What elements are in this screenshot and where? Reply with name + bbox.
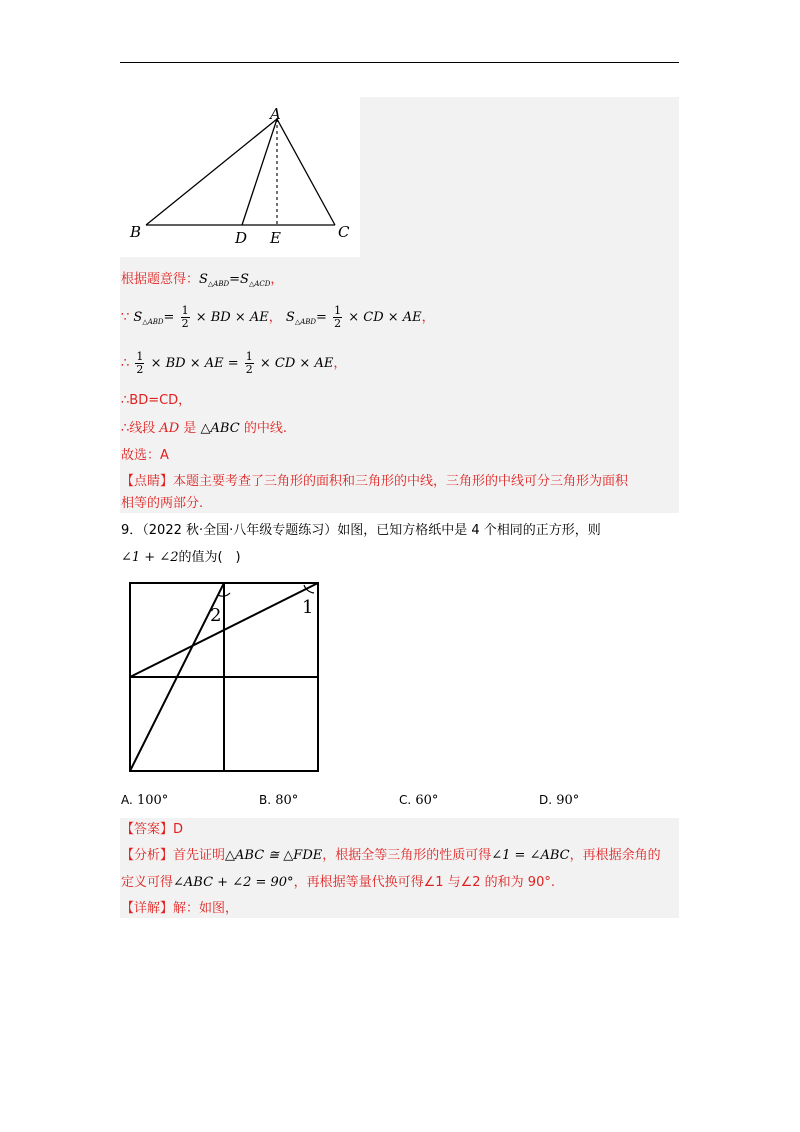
analysis-line-1: 【分析】首先证明△ABC ≅ △FDE，根据全等三角形的性质可得∠1 = ∠ABC，再根据余角的: [121, 848, 661, 863]
label-b: B: [130, 223, 142, 241]
solution-line-3: ∴ $\frac{1}{2}$ × BD × AE = $\frac{1}{2}$ × CD × AE，: [121, 350, 347, 376]
solution-line-5: ∴线段 AD 是 △ABC 的中线.: [121, 421, 287, 436]
solution-line-6: 故选：A: [121, 448, 169, 463]
key-point-line-2: 相等的两部分.: [121, 496, 204, 511]
label-d: D: [235, 229, 248, 247]
options-row: [121, 790, 681, 812]
label-a: A: [270, 105, 281, 123]
option-c[interactable]: C. 60°: [399, 793, 439, 808]
option-b[interactable]: B. 80°: [259, 793, 299, 808]
option-d[interactable]: D. 90°: [539, 793, 580, 808]
solution-line-2: ∵ $S_{\triangle ABD}=$ $\frac{1}{2}$ × BD × AE， $S_{\triangle ABD}=$ $\frac{1}{2}$ × CD × AE，: [121, 304, 435, 330]
question-9-stem-2: ∠1 + ∠2的值为( ): [121, 550, 241, 565]
angle-2-label: 2: [210, 605, 222, 626]
solution-line-4: ∴BD=CD，: [121, 393, 192, 408]
answer-line: 【答案】D: [121, 822, 184, 837]
grid-figure: [126, 579, 322, 775]
triangle-figure: [120, 97, 360, 257]
label-e: E: [270, 229, 281, 247]
header-rule: [120, 62, 679, 63]
question-9-stem: 9．（2022 秋·全国·八年级专题练习）如图，已知方格纸中是 4 个相同的正方形，则: [121, 523, 601, 538]
label-c: C: [338, 223, 350, 241]
detail-line: 【详解】解：如图，: [121, 901, 239, 916]
angle-1-label: 1: [302, 597, 314, 618]
solution-line-1: 根据题意得：$S_{\triangle ABD}=S_{\triangle ACD}$，: [121, 272, 284, 288]
analysis-line-2: 定义可得∠ABC + ∠2 = 90°，再根据等量代换可得∠1 与∠2 的和为 90°.: [121, 875, 555, 890]
option-a[interactable]: A. 100°: [121, 793, 169, 808]
key-point-line-1: 【点睛】本题主要考查了三角形的面积和三角形的中线，三角形的中线可分三角形为面积: [121, 474, 629, 489]
